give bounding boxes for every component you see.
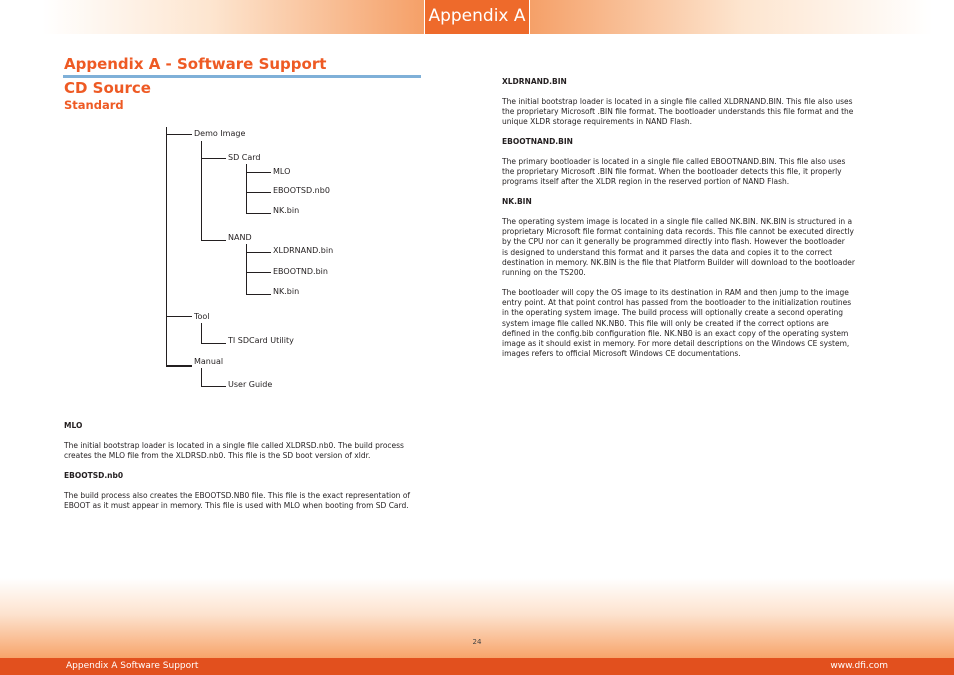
mlo-line: creates the MLO file from the XLDRSD.nb0. This file is the SD boot version of xldr.	[64, 451, 371, 461]
mlo-heading: MLO	[64, 421, 83, 430]
nkbin-line: defined in the config.bib configuration file. NK.NB0 is an exact copy of the operating system	[502, 328, 849, 338]
tree-node-manual: Manual	[194, 357, 224, 366]
ebootsd-line: The build process also creates the EBOOTSD.NB0 file. This file is the exact representation of	[64, 491, 411, 500]
nkbin-paragraph-1	[502, 217, 855, 278]
tree-node-demo-image: Demo Image	[194, 129, 246, 138]
page-title: Appendix A - Software Support	[64, 55, 327, 73]
ebootnand-line: The primary bootloader is located in a single file called EBOOTNAND.BIN. This file also uses	[502, 157, 846, 166]
mlo-line: The initial bootstrap loader is located in a single file called XLDRSD.nb0. The build process	[64, 441, 404, 450]
tree-node-nand-nk: NK.bin	[273, 287, 300, 296]
tree-node-ti-sdcard-utility: TI SDCard Utility	[228, 336, 294, 345]
ebootnand-line: the proprietary Microsoft .BIN file format. When the bootloader detects this file, it properly	[502, 167, 842, 177]
footer-bar	[0, 658, 954, 675]
tree-node-user-guide: User Guide	[228, 380, 273, 389]
nkbin-line: proprietary Microsoft file format containing data records. This file cannot be executed directly	[502, 227, 854, 237]
footer-gradient	[0, 578, 954, 658]
nkbin-line: by the CPU nor can it generally be programmed directly into flash. However the bootloader	[502, 237, 845, 247]
nkbin-line: running on the TS200.	[502, 268, 586, 278]
nkbin-line: The operating system image is located in a single file called NK.BIN. NK.BIN is structured in a	[502, 217, 853, 226]
nkbin-heading: NK.BIN	[502, 197, 532, 206]
nkbin-line: images refers to official Microsoft Windows CE documentations.	[502, 349, 741, 359]
section-title: CD Source	[64, 79, 151, 97]
subsection-title: Standard	[64, 98, 124, 112]
tree-node-sd-mlo: MLO	[273, 167, 291, 176]
xldrnand-line: the proprietary Microsoft .BIN file format. The bootloader understands this file format and the	[502, 107, 854, 117]
tree-node-sd-nk: NK.bin	[273, 206, 300, 215]
nkbin-line: The bootloader will copy the OS image to its destination in RAM and then jump to the image	[502, 288, 849, 297]
nkbin-line: system image file called NK.NB0. This file will only be created if the correct options are	[502, 318, 829, 328]
page-number: 24	[472, 638, 482, 646]
tree-node-sd-ebootsd: EBOOTSD.nb0	[273, 186, 330, 195]
appendix-tab	[424, 0, 530, 34]
tree-node-nand: NAND	[228, 233, 252, 242]
nkbin-paragraph-2	[502, 288, 851, 359]
xldrnand-line: unique XLDR storage requirements in NAND Flash.	[502, 117, 693, 127]
xldrnand-line: The initial bootstrap loader is located in a single file called XLDRNAND.BIN. This file also uses	[502, 97, 853, 106]
nkbin-line: is designed to understand this format and it parses the data and copies it to the correct	[502, 247, 833, 257]
tree-node-nand-xldr: XLDRNAND.bin	[273, 246, 334, 255]
footer-website-link[interactable]: www.dfi.com	[830, 661, 888, 671]
tree-node-sd-card: SD Card	[228, 153, 261, 162]
mlo-paragraph	[64, 441, 404, 461]
ebootnand-line: programs itself after the XLDR region in the reserved portion of NAND Flash.	[502, 177, 790, 187]
header-band-right	[530, 0, 954, 34]
title-rule	[63, 75, 421, 78]
nkbin-line: destination in memory. NK.BIN is the file that Platform Builder will download to the bootloader	[502, 257, 855, 267]
header-band-left	[0, 0, 424, 34]
ebootnand-heading: EBOOTNAND.BIN	[502, 137, 573, 146]
tree-node-tool: Tool	[194, 312, 210, 321]
ebootsd-heading: EBOOTSD.nb0	[64, 471, 124, 480]
nkbin-line: in the operating system image. The build process will optionally create a second operating	[502, 308, 844, 318]
ebootnand-paragraph	[502, 157, 845, 188]
ebootsd-line: EBOOT as it must appear in memory. This file is used with MLO when booting from SD Card.	[64, 501, 409, 511]
ebootsd-paragraph	[64, 491, 410, 511]
footer-section-label: Appendix A Software Support	[66, 661, 199, 671]
nkbin-line: image as it should exist in memory. For more detail descriptions on the Windows CE system,	[502, 339, 850, 349]
xldrnand-paragraph	[502, 97, 853, 128]
appendix-tab-label: Appendix A	[428, 6, 526, 26]
nkbin-line: entry point. At that point control has passed from the bootloader to the initialization routines	[502, 298, 852, 308]
xldrnand-heading: XLDRNAND.BIN	[502, 77, 567, 86]
tree-node-nand-eboot: EBOOTND.bin	[273, 267, 328, 276]
